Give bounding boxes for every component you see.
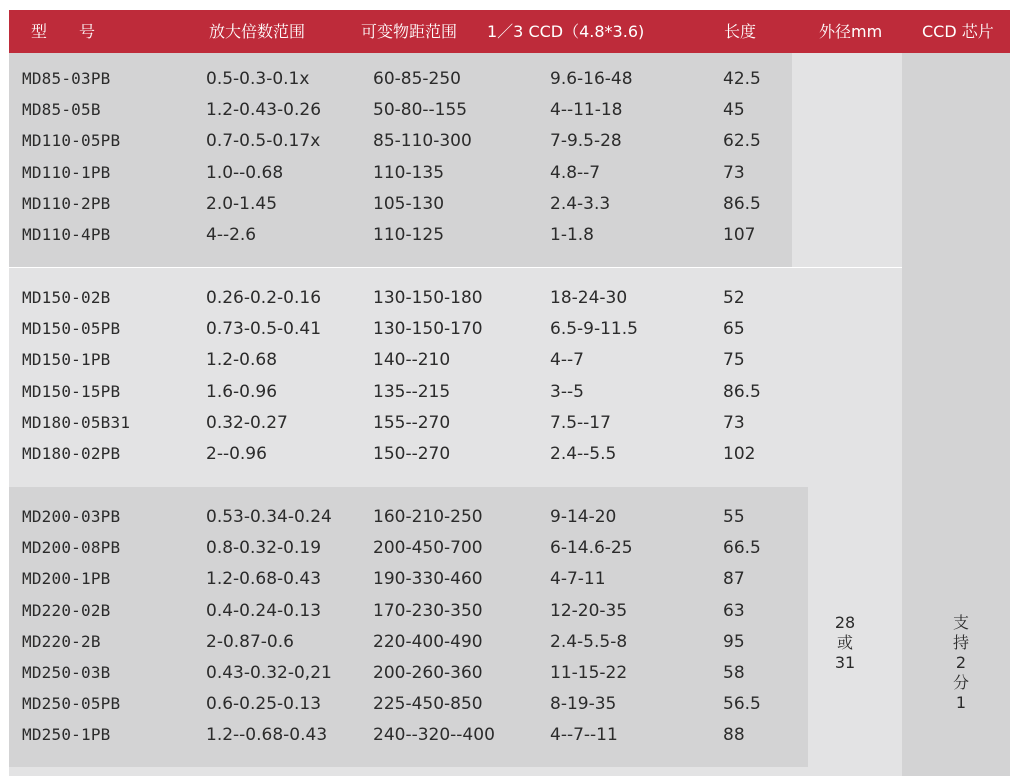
working-distance-cell: 225-450-850 <box>373 694 483 715</box>
zoom-range-cell: 2-0.87-0.6 <box>206 631 294 652</box>
ccd-field-cell: 7.5--17 <box>550 412 611 433</box>
model-cell: MD250-03B <box>22 663 111 682</box>
table-row <box>0 286 800 310</box>
zoom-range-cell: 0.26-0.2-0.16 <box>206 288 322 308</box>
length-cell: 63 <box>723 600 745 621</box>
header-ccd-field: 1／3 CCD（4.8*3.6) <box>487 22 645 41</box>
length-cell: 66.5 <box>723 538 761 559</box>
working-distance-cell: 200-450-700 <box>373 538 483 559</box>
outer-diameter-band-top <box>792 53 902 267</box>
header-model: 型 号 <box>31 22 96 41</box>
ccd-field-cell: 4--11-18 <box>550 100 623 121</box>
working-distance-cell: 50-80--155 <box>373 100 468 121</box>
table-row <box>0 567 800 591</box>
model-cell: MD150-1PB <box>22 350 111 370</box>
zoom-range-cell: 1.6-0.96 <box>206 381 278 402</box>
length-cell: 102 <box>723 444 756 464</box>
header-zoom-range: 放大倍数范围 <box>209 22 306 41</box>
length-cell: 107 <box>723 225 756 245</box>
ccd-field-cell: 2.4-5.5-8 <box>550 631 628 652</box>
table-row <box>0 317 800 341</box>
length-cell: 65 <box>723 319 745 340</box>
ccd-field-cell: 4--7 <box>550 350 584 371</box>
working-distance-cell: 140--210 <box>373 350 451 371</box>
model-cell: MD200-08PB <box>22 538 121 558</box>
working-distance-cell: 190-330-460 <box>373 569 483 590</box>
model-cell: MD220-02B <box>22 600 111 620</box>
table-row <box>0 442 800 466</box>
zoom-range-cell: 0.53-0.34-0.24 <box>206 507 332 527</box>
ccd-chip-value: 支持2分1 <box>952 613 969 712</box>
header-outer-diameter: 外径mm <box>819 22 883 41</box>
model-cell: MD110-2PB <box>22 193 111 213</box>
zoom-range-cell: 1.2-0.68 <box>206 350 278 371</box>
zoom-range-cell: 1.2-0.68-0.43 <box>206 569 322 590</box>
working-distance-cell: 60-85-250 <box>373 69 461 89</box>
length-cell: 87 <box>723 569 745 590</box>
zoom-range-cell: 0.6-0.25-0.13 <box>206 694 322 715</box>
length-cell: 52 <box>723 288 745 308</box>
ccd-field-cell: 2.4--5.5 <box>550 444 617 464</box>
table-row <box>0 630 800 654</box>
length-cell: 88 <box>723 725 745 746</box>
table-row <box>0 223 800 247</box>
working-distance-cell: 150--270 <box>373 444 451 464</box>
ccd-field-cell: 3--5 <box>550 381 584 402</box>
ccd-field-cell: 9-14-20 <box>550 507 617 527</box>
table-row <box>0 192 800 216</box>
length-cell: 45 <box>723 100 745 121</box>
zoom-range-cell: 0.43-0.32-0,21 <box>206 663 332 683</box>
zoom-range-cell: 0.73-0.5-0.41 <box>206 319 322 340</box>
zoom-range-cell: 1.0--0.68 <box>206 162 284 183</box>
model-cell: MD180-02PB <box>22 444 121 463</box>
ccd-field-cell: 6.5-9-11.5 <box>550 319 638 340</box>
table-row <box>0 599 800 623</box>
table-row <box>0 348 800 372</box>
length-cell: 95 <box>723 631 745 652</box>
model-cell: MD110-05PB <box>22 131 121 151</box>
zoom-range-cell: 0.7-0.5-0.17x <box>206 131 321 152</box>
length-cell: 58 <box>723 663 745 683</box>
working-distance-cell: 160-210-250 <box>373 507 483 527</box>
zoom-range-cell: 2.0-1.45 <box>206 193 278 214</box>
table-row <box>0 723 800 747</box>
table-header <box>9 10 1010 53</box>
length-cell: 42.5 <box>723 69 761 89</box>
model-cell: MD220-2B <box>22 631 101 651</box>
working-distance-cell: 240--320--400 <box>373 725 495 746</box>
ccd-field-cell: 8-19-35 <box>550 694 617 715</box>
zoom-range-cell: 0.5-0.3-0.1x <box>206 69 310 89</box>
ccd-field-cell: 4.8--7 <box>550 162 601 183</box>
length-cell: 62.5 <box>723 131 761 152</box>
working-distance-cell: 85-110-300 <box>373 131 472 152</box>
ccd-field-cell: 2.4-3.3 <box>550 193 611 214</box>
ccd-field-cell: 4--7--11 <box>550 725 618 746</box>
table-footer-band <box>9 767 808 776</box>
header-working-distance: 可变物距范围 <box>361 22 458 41</box>
working-distance-cell: 110-125 <box>373 225 445 245</box>
working-distance-cell: 130-150-180 <box>373 288 483 308</box>
working-distance-cell: 110-135 <box>373 162 445 183</box>
ccd-field-cell: 12-20-35 <box>550 600 628 621</box>
working-distance-cell: 130-150-170 <box>373 319 483 340</box>
zoom-range-cell: 0.8-0.32-0.19 <box>206 538 322 559</box>
table-row <box>0 661 800 685</box>
model-cell: MD150-15PB <box>22 381 121 401</box>
zoom-range-cell: 1.2--0.68-0.43 <box>206 725 328 746</box>
zoom-range-cell: 0.4-0.24-0.13 <box>206 600 322 621</box>
table-row <box>0 161 800 185</box>
length-cell: 73 <box>723 412 745 433</box>
zoom-range-cell: 2--0.96 <box>206 444 267 464</box>
header-length: 长度 <box>724 22 757 41</box>
working-distance-cell: 135--215 <box>373 381 451 402</box>
ccd-field-cell: 6-14.6-25 <box>550 538 633 559</box>
model-cell: MD110-4PB <box>22 225 111 244</box>
working-distance-cell: 170-230-350 <box>373 600 483 621</box>
model-cell: MD150-05PB <box>22 319 121 339</box>
ccd-field-cell: 9.6-16-48 <box>550 69 633 89</box>
model-cell: MD150-02B <box>22 288 111 307</box>
table-row <box>0 67 800 91</box>
working-distance-cell: 105-130 <box>373 193 445 214</box>
working-distance-cell: 155--270 <box>373 412 451 433</box>
model-cell: MD85-05B <box>22 100 101 120</box>
length-cell: 73 <box>723 162 745 183</box>
zoom-range-cell: 1.2-0.43-0.26 <box>206 100 322 121</box>
table-row <box>0 692 800 716</box>
ccd-field-cell: 11-15-22 <box>550 663 628 683</box>
working-distance-cell: 220-400-490 <box>373 631 483 652</box>
working-distance-cell: 200-260-360 <box>373 663 483 683</box>
length-cell: 86.5 <box>723 193 761 214</box>
model-cell: MD110-1PB <box>22 162 111 182</box>
outer-diameter-value: 28或31 <box>834 613 856 672</box>
ccd-field-cell: 7-9.5-28 <box>550 131 622 152</box>
length-cell: 75 <box>723 350 745 371</box>
header-ccd-chip: CCD 芯片 <box>922 22 994 41</box>
model-cell: MD85-03PB <box>22 69 111 88</box>
ccd-field-cell: 1-1.8 <box>550 225 594 245</box>
model-cell: MD250-1PB <box>22 725 111 745</box>
zoom-range-cell: 4--2.6 <box>206 225 257 245</box>
table-row <box>0 536 800 560</box>
table-row <box>0 129 800 153</box>
ccd-field-cell: 18-24-30 <box>550 288 628 308</box>
model-cell: MD200-03PB <box>22 507 121 526</box>
outer-diameter-band <box>808 268 902 776</box>
table-row <box>0 411 800 435</box>
model-cell: MD180-05B31 <box>22 412 131 432</box>
length-cell: 55 <box>723 507 745 527</box>
model-cell: MD200-1PB <box>22 569 111 589</box>
model-cell: MD250-05PB <box>22 694 121 714</box>
length-cell: 56.5 <box>723 694 761 715</box>
table-row <box>0 380 800 404</box>
table-row <box>0 98 800 122</box>
zoom-range-cell: 0.32-0.27 <box>206 412 288 433</box>
length-cell: 86.5 <box>723 381 761 402</box>
table-row <box>0 505 800 529</box>
ccd-field-cell: 4-7-11 <box>550 569 606 590</box>
